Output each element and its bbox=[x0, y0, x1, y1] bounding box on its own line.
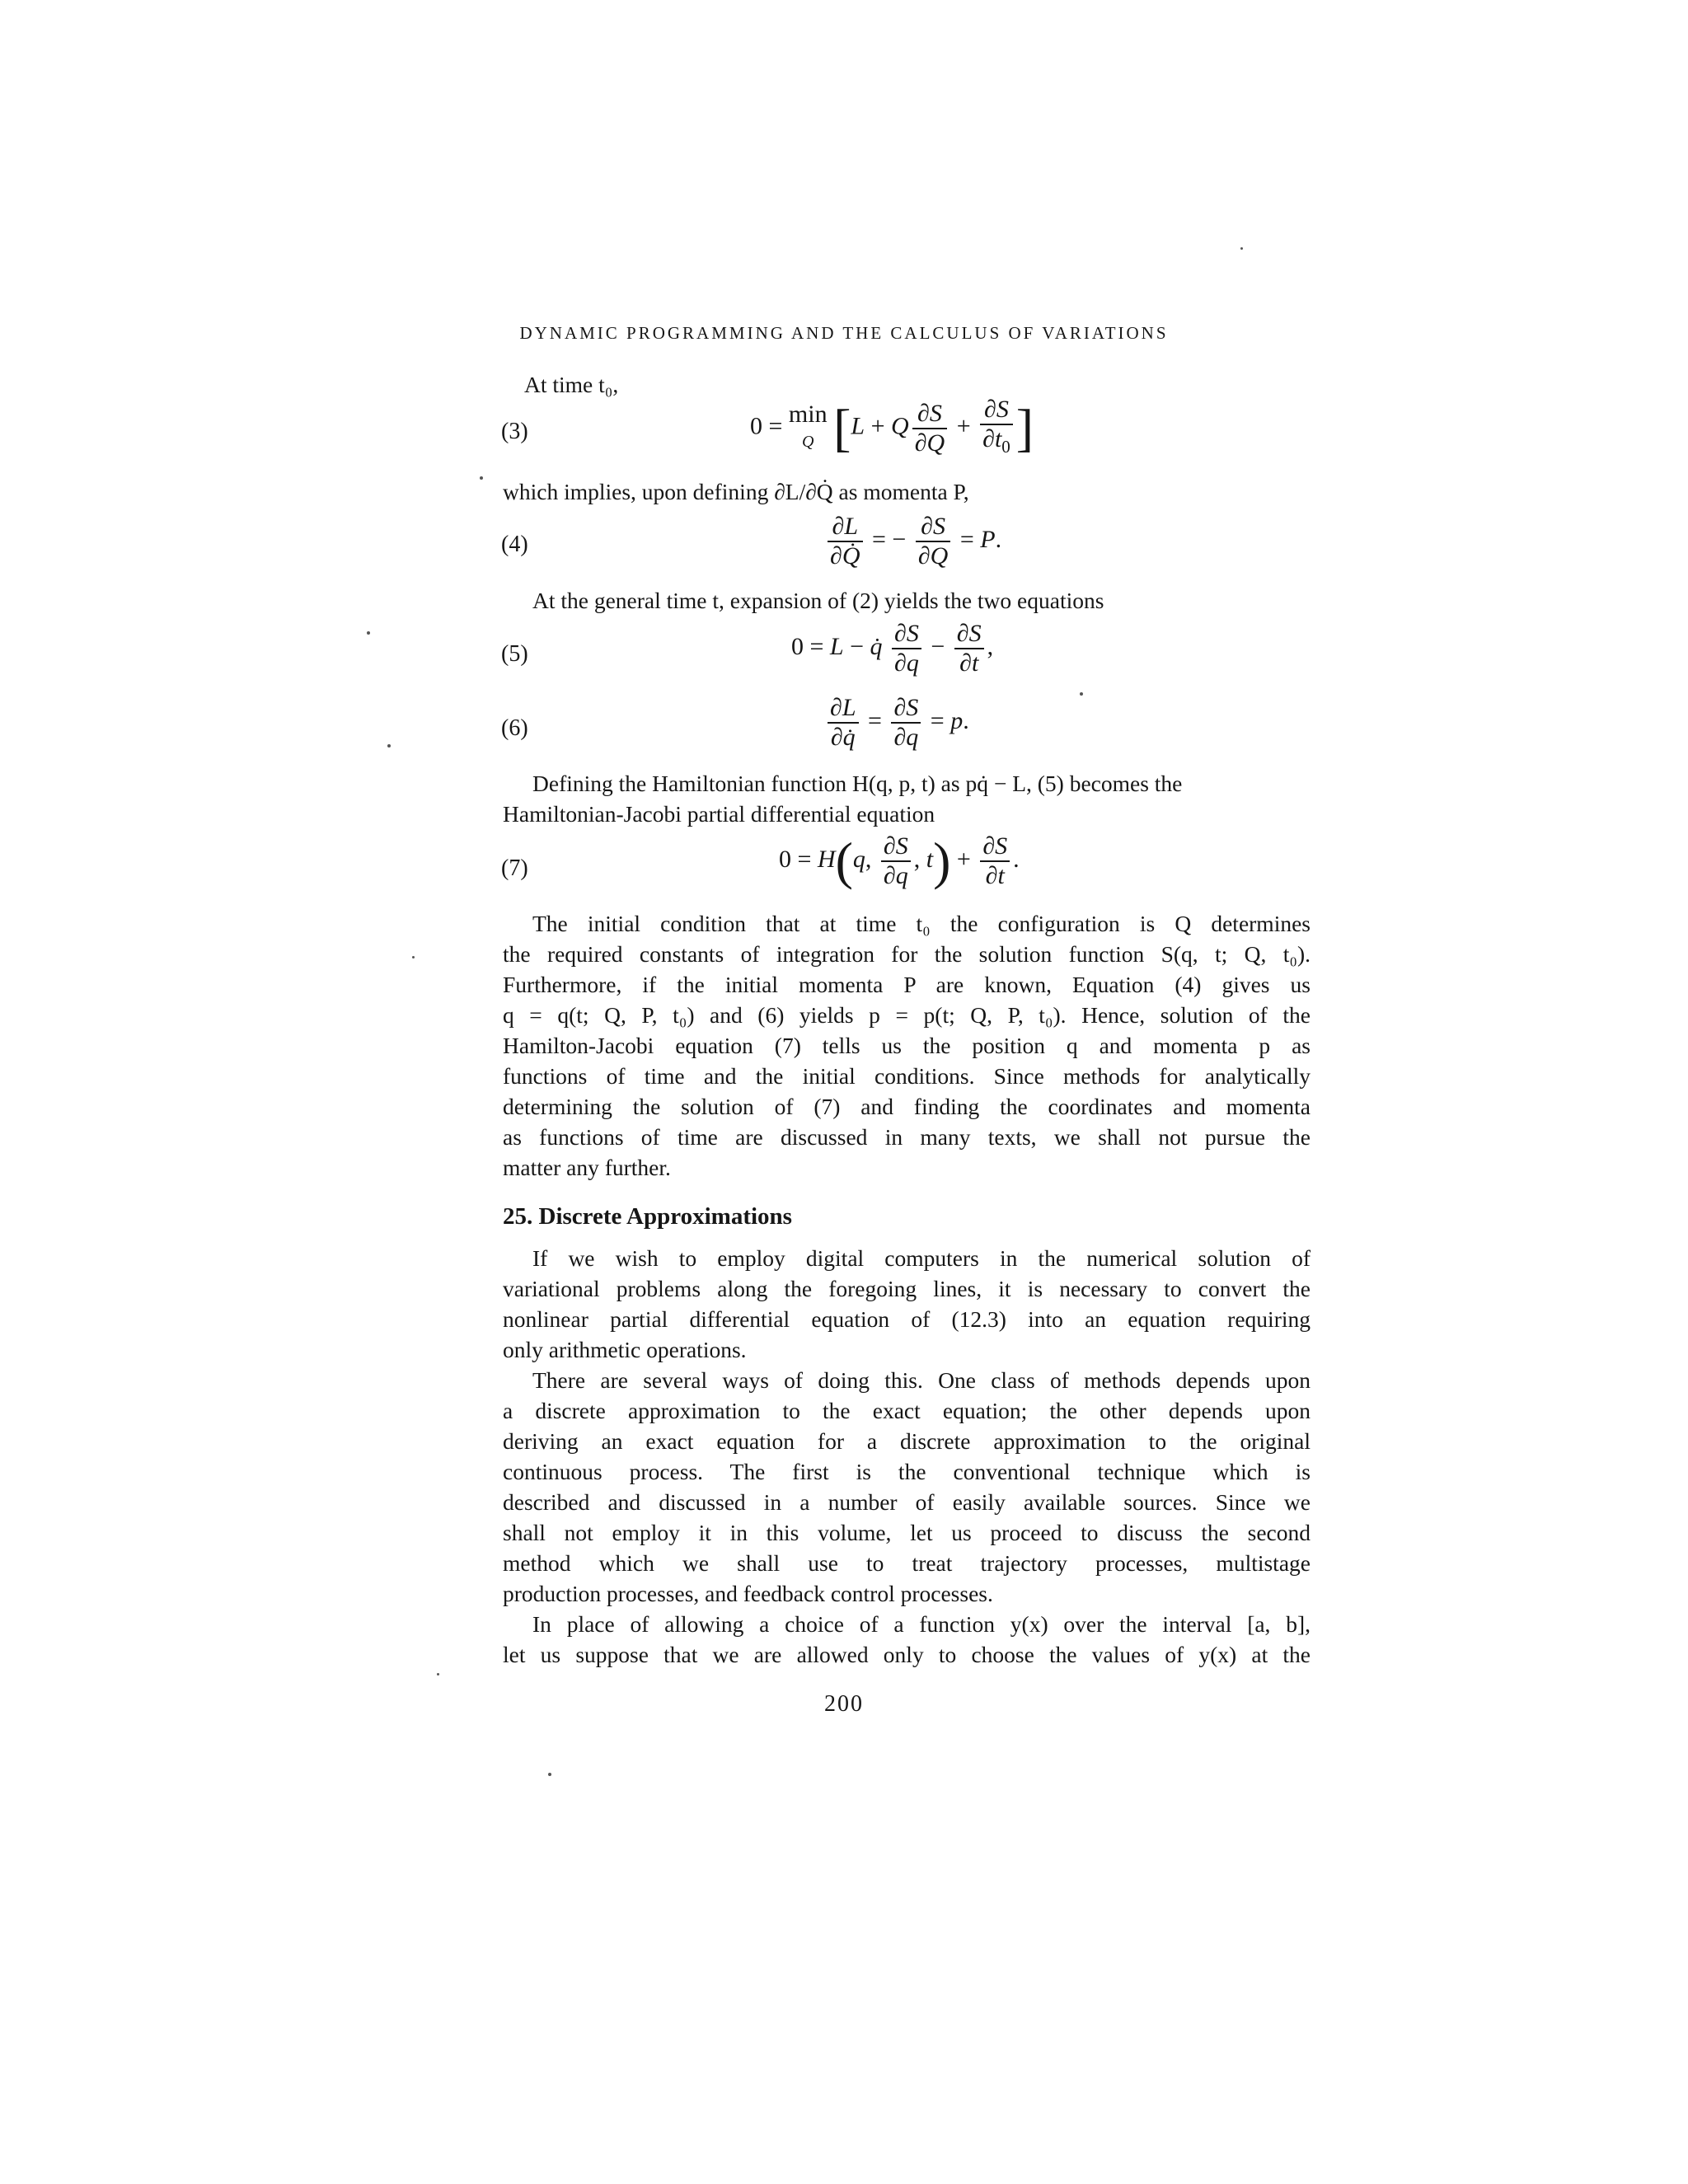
equation-number-3: (3) bbox=[501, 419, 528, 444]
equation-3: 0 = min Q [L + Q $\frac{\partial S}{\partial Q}$ + $\frac{\partial S}{\partial t_0}$ ] bbox=[750, 396, 1034, 457]
text-line: variational problems along the foregoing lines, it is necessary to convert the bbox=[503, 1276, 1311, 1301]
text-line: If we wish to employ digital computers in the numerical solution of bbox=[532, 1245, 1311, 1271]
text-line: as functions of time are discussed in many texts, we shall not pursue the bbox=[503, 1124, 1311, 1150]
text-line: functions of time and the initial conditions. Since methods for analytically bbox=[503, 1063, 1311, 1089]
section-heading: 25. Discrete Approximations bbox=[503, 1203, 792, 1230]
text-line: In place of allowing a choice of a function y(x) over the interval [a, b], bbox=[532, 1611, 1311, 1637]
text-line: deriving an exact equation for a discrete approximation to the original bbox=[503, 1428, 1311, 1454]
scan-speck bbox=[480, 476, 483, 480]
scan-speck bbox=[1080, 692, 1083, 696]
text-line: production processes, and feedback control processes. bbox=[503, 1581, 993, 1606]
equation-7: 0 = H(q, $\frac{\partial S}{\partial q}$ , t) + $\frac{\partial S}{\partial t}$ . bbox=[779, 832, 1020, 890]
equation-number-7: (7) bbox=[501, 855, 528, 881]
intro-text: At time t₀, bbox=[524, 372, 619, 397]
text-line: matter any further. bbox=[503, 1155, 671, 1180]
hamiltonian-paragraph bbox=[503, 768, 1311, 829]
equation-number-6: (6) bbox=[501, 715, 528, 741]
text-line: determining the solution of (7) and finding the coordinates and momenta bbox=[503, 1094, 1311, 1119]
text-line: only arithmetic operations. bbox=[503, 1337, 747, 1362]
text-general-time: At the general time t, expansion of (2) yields the two equations bbox=[532, 588, 1104, 613]
section-paragraph-2 bbox=[503, 1365, 1311, 1609]
scan-speck bbox=[437, 1673, 439, 1675]
text-line: Defining the Hamiltonian function H(q, p, t) as pq̇ − L, (5) becomes the bbox=[532, 771, 1183, 796]
text-line: The initial condition that at time t₀ the configuration is Q determines bbox=[532, 911, 1311, 936]
equation-6: $\frac{\partial L}{\partial q̇}$ = $\frac{\partial S}{\partial q}$ = p. bbox=[824, 694, 969, 752]
equation-number-5: (5) bbox=[501, 641, 528, 667]
equation-5: 0 = L − q̇ $\frac{\partial S}{\partial q}$ − $\frac{\partial S}{\partial t}$ , bbox=[791, 620, 994, 677]
scan-speck bbox=[412, 956, 415, 958]
text-line: Hamiltonian-Jacobi partial differential equation bbox=[503, 801, 935, 827]
page-number: 200 bbox=[824, 1691, 864, 1717]
text-line: described and discussed in a number of easily available sources. Since we bbox=[503, 1489, 1311, 1515]
text-after-eq3: which implies, upon defining ∂L/∂Q̇ as momenta P, bbox=[503, 479, 969, 504]
running-head: DYNAMIC PROGRAMMING AND THE CALCULUS OF VARIATIONS bbox=[519, 323, 1169, 343]
text-line: a discrete approximation to the exact equation; the other depends upon bbox=[503, 1398, 1311, 1423]
section-paragraph-3 bbox=[503, 1609, 1311, 1670]
scan-speck bbox=[548, 1773, 551, 1776]
scan-speck bbox=[387, 744, 391, 748]
equation-number-4: (4) bbox=[501, 532, 528, 557]
section-paragraph-1 bbox=[503, 1243, 1311, 1365]
text-line: q = q(t; Q, P, t₀) and (6) yields p = p(t; Q, P, t₀). Hence, solution of the bbox=[503, 1002, 1311, 1028]
text-line: the required constants of integration for the solution function S(q, t; Q, t₀). bbox=[503, 941, 1311, 967]
text-line: nonlinear partial differential equation of (12.3) into an equation requiring bbox=[503, 1306, 1311, 1332]
text-line: continuous process. The first is the conventional technique which is bbox=[503, 1459, 1311, 1484]
initial-condition-paragraph bbox=[503, 908, 1311, 1183]
text-line: let us suppose that we are allowed only to choose the values of y(x) at the bbox=[503, 1642, 1311, 1667]
scan-speck bbox=[367, 631, 370, 635]
equation-4: $\frac{\partial L}{\partial Q̇}$ = − $\frac{\partial S}{\partial Q}$ = P. bbox=[824, 513, 1001, 570]
text-line: Furthermore, if the initial momenta P are known, Equation (4) gives us bbox=[503, 972, 1311, 997]
scan-speck bbox=[1240, 247, 1243, 250]
text-line: method which we shall use to treat trajectory processes, multistage bbox=[503, 1550, 1311, 1576]
text-line: Hamilton-Jacobi equation (7) tells us the position q and momenta p as bbox=[503, 1033, 1311, 1058]
text-line: shall not employ it in this volume, let us proceed to discuss the second bbox=[503, 1520, 1311, 1545]
text-line: There are several ways of doing this. One class of methods depends upon bbox=[532, 1367, 1311, 1393]
